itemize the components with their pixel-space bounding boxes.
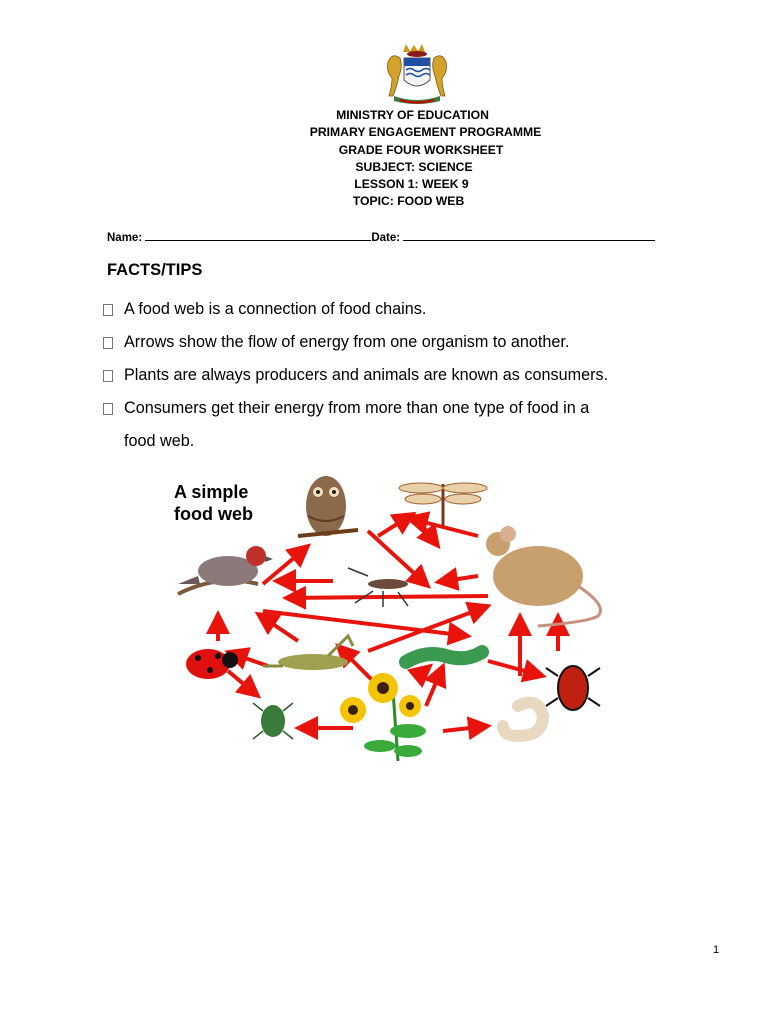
bullet-box-icon	[103, 403, 113, 415]
page-number: 1	[713, 944, 720, 956]
caterpillar-icon	[406, 652, 482, 662]
aphid-icon	[253, 703, 293, 739]
fact-item	[103, 359, 723, 392]
grub-icon	[503, 703, 543, 736]
facts-list	[103, 293, 723, 458]
worksheet-header	[0, 107, 768, 211]
bird-icon	[178, 546, 273, 594]
fact-continuation: food web.	[124, 432, 195, 450]
coat-of-arms-emblem	[382, 40, 452, 106]
bullet-box-icon	[103, 337, 113, 349]
facts-heading: FACTS/TIPS	[107, 261, 203, 279]
header-ministry: MINISTRY OF EDUCATION	[336, 108, 489, 122]
fact-text: Plants are always producers and animals are known as consumers.	[124, 366, 609, 384]
mosquito-icon	[348, 568, 408, 607]
fact-text: Consumers get their energy from more than one type of food in a	[124, 399, 590, 417]
grasshopper-icon	[263, 636, 353, 670]
fact-item	[103, 392, 723, 425]
diagram-title-line1: A simple	[174, 482, 249, 502]
mouse-icon	[486, 526, 601, 626]
fact-text: A food web is a connection of food chains.	[124, 300, 427, 318]
date-blank[interactable]	[403, 230, 655, 241]
header-grade: GRADE FOUR WORKSHEET	[338, 142, 504, 157]
name-label: Name:	[107, 232, 143, 244]
diagram-title-line2: food web	[174, 504, 253, 524]
fact-text: Arrows show the flow of energy from one organism to another.	[124, 333, 570, 351]
bullet-box-icon	[103, 304, 113, 316]
header-topic: TOPIC: FOOD WEB	[352, 194, 465, 209]
fact-item	[103, 326, 723, 359]
header-lesson: LESSON 1: WEEK 9	[354, 177, 469, 192]
header-subject: SUBJECT: SCIENCE	[355, 159, 473, 174]
fact-item	[103, 293, 723, 326]
sunflower-plant-icon	[340, 673, 426, 761]
name-date-line	[107, 230, 655, 244]
date-label: Date:	[371, 232, 401, 244]
food-web-diagram	[168, 466, 608, 766]
name-blank[interactable]	[145, 230, 371, 241]
header-programme: PRIMARY ENGAGEMENT PROGRAMME	[309, 125, 542, 140]
stink-bug-icon	[546, 666, 600, 710]
owl-icon	[298, 476, 358, 536]
bullet-box-icon	[103, 370, 113, 382]
